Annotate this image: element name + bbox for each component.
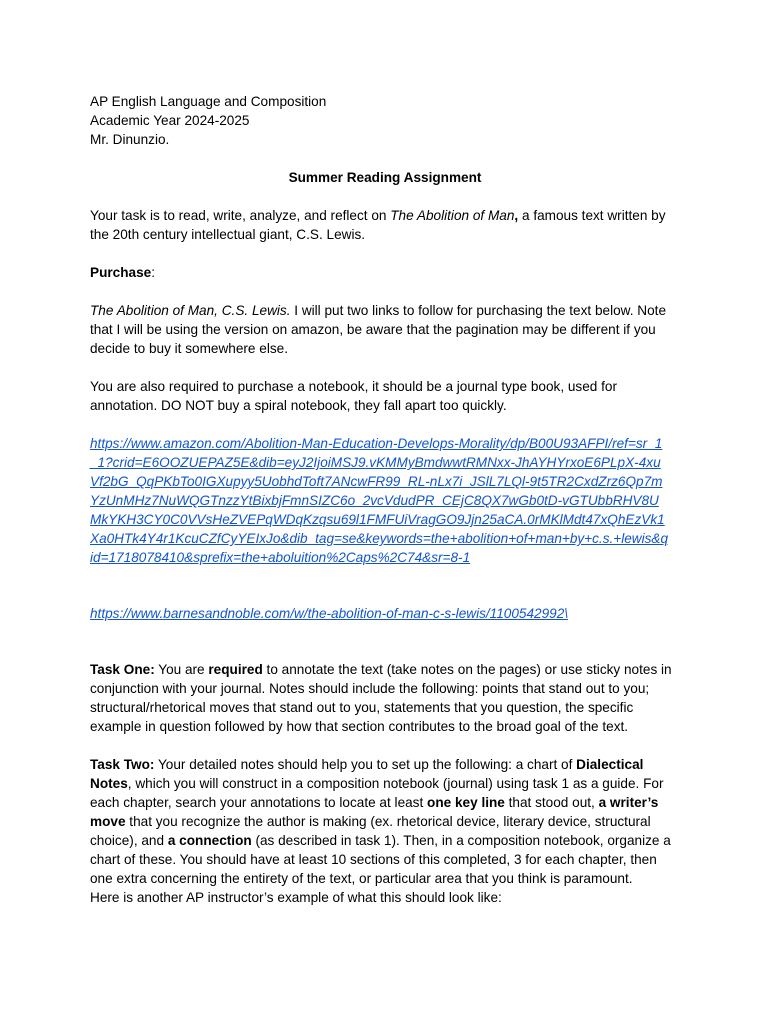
academic-year: Academic Year 2024-2025 — [90, 113, 250, 128]
course-name: AP English Language and Composition — [90, 94, 327, 109]
amazon-link-line[interactable]: MkYKH3CY0C0VVsHeZVEPqWDqKzqsu69l1FMFUiVragGO9Jjn25aCA.0rMKlMdt47xQhEzVk1 — [90, 512, 665, 527]
task-two-paragraph — [90, 755, 680, 888]
purchase-book-ref: The Abolition of Man, C.S. Lewis. — [90, 303, 291, 318]
amazon-link-line[interactable]: Vf2bG_QqPKbTo0IGXupyy5UobhdToft7ANcwFR99_RL-nLx7i_JSlL7LQl-9t5TR2CxdZrz6Qp7m — [90, 474, 663, 489]
task-one-required: required — [208, 662, 263, 677]
amazon-link-block[interactable] — [90, 434, 680, 567]
notebook-paragraph: You are also required to purchase a notebook, it should be a journal type book, used for annotation. DO NOT buy a spiral notebook, they fall apart too quickly. — [90, 379, 617, 413]
task-one-text-1: You are — [154, 662, 209, 677]
intro-text-after: a famous text written by the 20th century intellectual giant, C.S. Lewis. — [90, 208, 666, 242]
barnes-and-noble-link[interactable]: https://www.barnesandnoble.com/w/the-abolition-of-man-c-s-lewis/1100542992\ — [90, 606, 569, 621]
purchase-paragraph — [90, 301, 680, 358]
task-two-text-2: , which you will construct in a composition notebook (journal) using task 1 as a guide. For each chapter, search your annotations to locate at least — [90, 776, 664, 810]
task-two-label: Task Two: — [90, 757, 155, 772]
amazon-link-line[interactable]: https://www.amazon.com/Abolition-Man-Education-Develops-Morality/dp/B00U93AFPI/ref=sr_1 — [90, 436, 663, 451]
intro-text-before: Your task is to read, write, analyze, and reflect on — [90, 208, 391, 223]
task-two-connection: a connection — [167, 833, 252, 848]
document-page — [90, 92, 680, 907]
purchase-heading: Purchase — [90, 265, 152, 280]
task-two-text-1: Your detailed notes should help you to set up the following: a chart of — [154, 757, 577, 772]
task-one-paragraph — [90, 660, 680, 736]
purchase-text: I will put two links to follow for purchasing the text below. Note that I will be using the version on amazon, be aware that the pagination may be different if you decide to buy it somewhere else. — [90, 303, 667, 356]
task-two-text-3: that stood out, — [504, 795, 599, 810]
task-one-label: Task One: — [90, 662, 155, 677]
task-two-writers-move: a writer’s move — [90, 795, 659, 829]
amazon-link-line[interactable]: YzUnMHz7NuWQGTnzzYtBixbjFmnSIZC6o_2vcVdudPR_CEjC8QX7wGb0tD-vGTUbbRHV8U — [90, 493, 659, 508]
assignment-title: Summer Reading Assignment — [288, 170, 482, 185]
task-two-example-line: Here is another AP instructor’s example of what this should look like: — [90, 890, 502, 905]
task-one-text-2: to annotate the text (take notes on the pages) or use sticky notes in conjunction with your journal. Notes should include the following: points that stand out to you; structural/rhetorical moves that stand out to you, statements that you question, the specific example in question followed by how that section contributes to the broad goal of the text. — [90, 662, 672, 734]
task-two-text-4: that you recognize the author is making (ex. rhetorical device, literary device, structural choice), and — [90, 814, 651, 848]
task-two-dialectical: Dialectical Notes — [90, 757, 644, 791]
task-two-text-5: (as described in task 1). Then, in a composition notebook, organize a chart of these. You should have at least 10 sections of this completed, 3 for each chapter, then one extra concerning the entirety of the text, or particular area that you think is paramount. — [90, 833, 671, 886]
amazon-link-line[interactable]: id=1718078410&sprefix=the+aboluition%2Caps%2C74&sr=8-1 — [90, 550, 471, 565]
amazon-link-line[interactable]: _1?crid=E6OOZUEPAZ5E&dib=eyJ2IjoiMSJ9.vKMMyBmdwwtRMNxx-JhAYHYrxoE6PLpX-4xu — [90, 455, 661, 470]
purchase-heading-line — [90, 263, 680, 282]
teacher-name: Mr. Dinunzio. — [90, 132, 170, 147]
intro-book-title: The Abolition of Man — [390, 208, 515, 223]
amazon-link-line[interactable]: Xa0HTk4Y4r1KcuCZfCyYEIxJo&dib_tag=se&keywords=the+abolition+of+man+by+c.s.+lewis&q — [90, 531, 669, 546]
task-two-key-line: one key line — [427, 795, 505, 810]
purchase-colon: : — [151, 265, 155, 280]
intro-comma: , — [514, 208, 519, 223]
intro-paragraph — [90, 206, 680, 244]
